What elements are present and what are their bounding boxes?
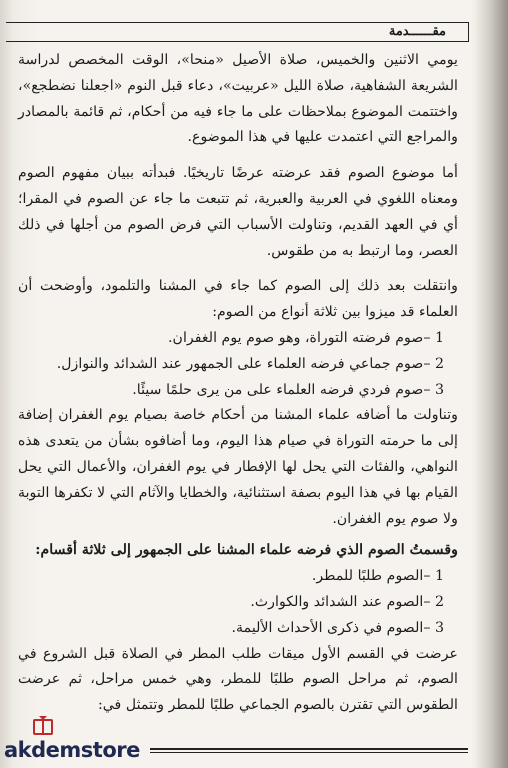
body-text: [18, 48, 458, 719]
list-item: 2 –الصوم عند الشدائد والكوارث.: [250, 593, 444, 610]
paragraph: وانتقلت بعد ذلك إلى الصوم كما جاء في المشنا والتلمود، وأوضحت أن العلماء قد ميزوا بين ثلاثة أنواع من الصوم:: [18, 278, 458, 321]
header-frame: [6, 22, 469, 42]
list-item: 3 –الصوم في ذكرى الأحداث الأليمة.: [231, 619, 444, 636]
paragraph: عرضت في القسم الأول ميقات طلب المطر في الصلاة قبل الشروع في الصوم، ثم مراحل الصوم طلبًا للمطر، وهي خمس مراحل، ثم عرضت الطقوس التي تقترن بالصوم الجماعي طلبًا للمطر وتتمثل في:: [18, 645, 458, 714]
footer-rule: [150, 748, 468, 750]
watermark-text: akdemstore: [4, 738, 140, 762]
watermark-logo: [4, 716, 144, 766]
paragraph: أما موضوع الصوم فقد عرضته عرضًا تاريخيًا. فبدأته ببيان مفهوم الصوم ومعناه اللغوي في العربية والعبرية، ثم تتبعت ما جاء عن الصوم في المقرا؛ أي في العهد القديم، وتناولت الأسباب التي فرض الصوم من أجلها في ذلك العصر، وما ارتبط به من طقوس.: [18, 165, 458, 259]
paragraph: يومي الاثنين والخميس، صلاة الأصيل «منحا»، الوقت المخصص لدراسة الشريعة الشفاهية، صلاة الليل «عربيت»، دعاء قبل النوم «اجعلنا نضطجع»، واختتمت الموضوع بملاحظات على ما جاء فيه من أحكام، ثم قائمة بالمصادر والمراجع التي اعتمدت عليها في هذا الموضوع.: [18, 52, 458, 146]
page-edge-shadow: [474, 0, 508, 768]
list-item: 1 –صوم فرضته التوراة، وهو صوم يوم الغفران.: [168, 329, 444, 346]
page-title: مقــــــدمة: [388, 24, 446, 39]
footer-rule-thin: [150, 752, 468, 753]
section-heading: وقسمتُ الصوم الذي فرضه علماء المشنا على الجمهور إلى ثلاثة أقسام:: [35, 542, 458, 559]
list-item: 2 –صوم جماعي فرضه العلماء على الجمهور عند الشدائد والنوازل.: [56, 355, 444, 372]
book-icon: [32, 716, 54, 736]
list-item: 3 –صوم فردي فرضه العلماء على من يرى حلمًا سيئًا.: [132, 381, 444, 398]
list-item: 1 –الصوم طلبًا للمطر.: [311, 568, 444, 585]
paragraph: وتناولت ما أضافه علماء المشنا من أحكام خاصة بصيام يوم الغفران إضافة إلى ما حرمته التوراة في صيام هذا اليوم، وما أضافوه بشأن من يتعدى هذه النواهي، والفئات التي يحل لها الإفطار في يوم الغفران، والأعمال التي يحل القيام بها في هذا اليوم بصفة استثنائية، والخطايا والآثام التي لا تكفرها التوبة ولا صوم يوم الغفران.: [18, 407, 458, 527]
